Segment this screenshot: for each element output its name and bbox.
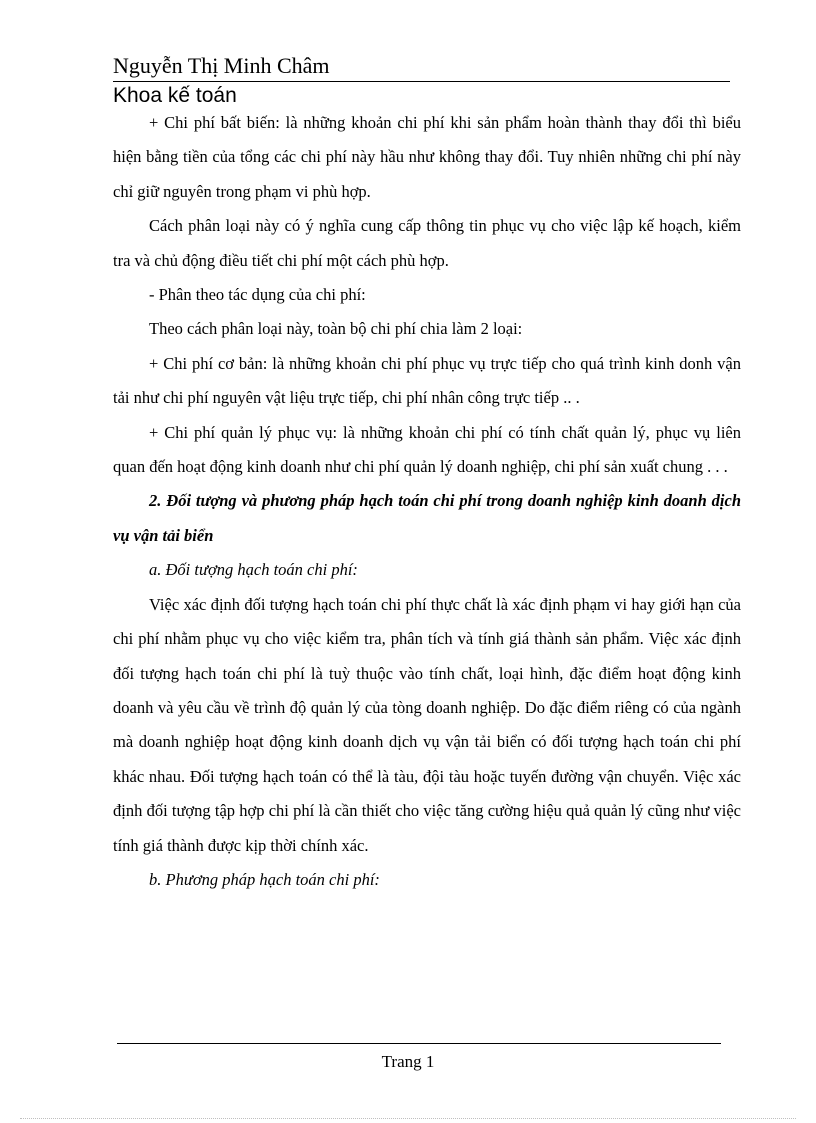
paragraph-basic-cost: + Chi phí cơ bản: là những khoản chi phí phục vụ trực tiếp cho quá trình kinh donh vận tải như chi phí nguyên vật liệu trực tiếp, chi phí nhân công trực tiếp .. . — [113, 353, 741, 408]
paragraph-cost-object: Việc xác định đối tượng hạch toán chi phí thực chất là xác định phạm vi hay giới hạn của chi phí nhằm phục vụ cho việc kiểm tra, phân tích và tính giá thành sản phẩm. Việc xác định đối tượng hạch toán chi phí là tuỳ thuộc vào tính chất, loại hình, đặc điểm hoạt động kinh doanh và yêu cầu về trình độ quản lý của tòng doanh nghiệp. Do đặc điểm riêng có của ngành mà doanh nghiệp hoạt động kinh doanh dịch vụ vận tải biển có đối tượng hạch toán chi phí khác nhau. Đối tượng hạch toán có thể là tàu, đội tàu hoặc tuyến đường vận chuyển. Việc xác định đối tượng tập hợp chi phí là cần thiết cho việc tăng cường hiệu quả quản lý cũng như việc tính giá thành được kịp thời chính xác. — [113, 594, 741, 855]
header-author: Nguyễn Thị Minh Châm — [113, 53, 330, 78]
page-number: Trang 1 — [381, 1052, 435, 1071]
document-body — [113, 106, 741, 897]
header-department: Khoa kế toán — [113, 84, 237, 107]
page-bottom-edge — [20, 1118, 796, 1119]
subheading-cost-object: a. Đối tượng hạch toán chi phí: — [149, 560, 358, 580]
paragraph-classify-by-effect: - Phân theo tác dụng của chi phí: — [149, 285, 366, 305]
section-heading: 2. Đối tượng và phương pháp hạch toán chi phí trong doanh nghiệp kinh doanh dịch vụ vận tải biển — [113, 491, 741, 545]
subheading-cost-method: b. Phương pháp hạch toán chi phí: — [149, 869, 380, 889]
paragraph-management-cost: + Chi phí quản lý phục vụ: là những khoản chi phí có tính chất quản lý, phục vụ liên quan đến hoạt động kinh doanh như chi phí quản lý doanh nghiệp, chi phí sản xuất chung . . . — [113, 422, 741, 477]
footer-divider — [117, 1043, 721, 1044]
paragraph-two-types: Theo cách phân loại này, toàn bộ chi phí chia làm 2 loại: — [149, 319, 523, 339]
paragraph-fixed-cost: + Chi phí bất biến: là những khoản chi phí khi sản phẩm hoàn thành thay đổi thì biểu hiện bằng tiền của tổng các chi phí này hầu như không thay đổi. Tuy nhiên những chi phí này chỉ giữ nguyên trong phạm vi phù hợp. — [113, 113, 741, 201]
paragraph-classification-meaning: Cách phân loại này có ý nghĩa cung cấp thông tin phục vụ cho việc lập kế hoạch, kiểm tra và chủ động điều tiết chi phí một cách phù hợp. — [113, 216, 741, 270]
